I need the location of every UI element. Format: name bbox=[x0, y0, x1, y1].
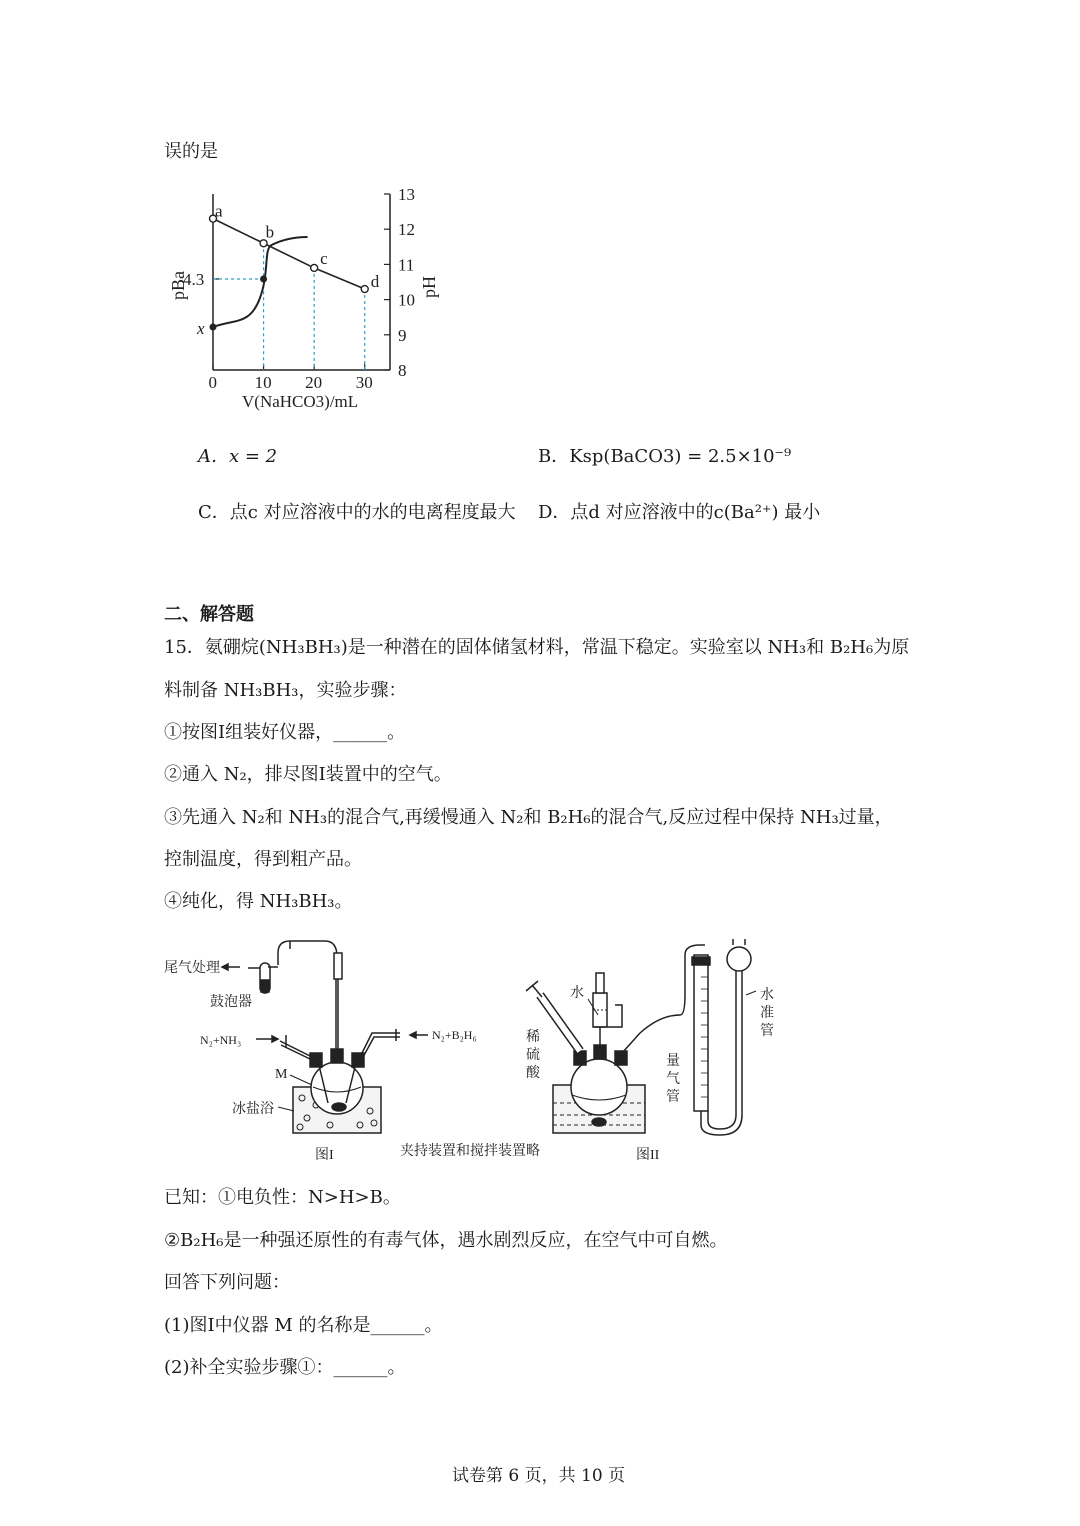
y-left-tick-label: 4.3 bbox=[183, 270, 205, 289]
ph-point-c bbox=[311, 264, 318, 271]
flask-2 bbox=[571, 1059, 627, 1115]
ph-line bbox=[213, 219, 365, 289]
q15-line1: 15．氨硼烷(NH₃BH₃)是一种潜在的固体储氢材料，常温下稳定。实验室以 NH₃和 B₂H₆为原 bbox=[164, 637, 910, 658]
label-n2-nh3: N₂+NH₃ bbox=[200, 1033, 242, 1047]
label-ice-bath: 冰盐浴 bbox=[232, 1102, 274, 1117]
known-line2: ②B₂H₆是一种强还原性的有毒气体，遇水剧烈反应，在空气中可自燃。 bbox=[164, 1230, 728, 1251]
y-right-tick-label: 13 bbox=[398, 185, 415, 204]
y-left-title: pBa bbox=[168, 271, 188, 300]
x-tick-label: 10 bbox=[254, 373, 272, 392]
figure-2 bbox=[526, 939, 756, 1135]
page-footer: 试卷第 6 页，共 10 页 bbox=[452, 1466, 626, 1486]
label-note: 夹持装置和搅拌装置略 bbox=[400, 1144, 540, 1159]
option-a: A．x = 2 bbox=[198, 446, 278, 467]
x-tick-label: 30 bbox=[355, 373, 373, 392]
y-right-tick-label: 8 bbox=[398, 361, 407, 380]
section-title: 二、解答题 bbox=[164, 604, 254, 625]
answer-intro: 回答下列问题： bbox=[164, 1272, 290, 1293]
label-gas-burette-1: 量 bbox=[666, 1054, 680, 1069]
y-right-tick-label: 11 bbox=[398, 255, 415, 275]
sub-question-2: (2)补全实验步骤①：______。 bbox=[164, 1357, 406, 1378]
known-line1: 已知：①电负性：N>H>B。 bbox=[164, 1187, 401, 1208]
option-c: C．点c 对应溶液中的水的电离程度最大 bbox=[198, 502, 516, 523]
label-dilute-acid-1: 稀 bbox=[526, 1030, 540, 1045]
apparatus-figure bbox=[160, 935, 820, 1170]
y-right-tick-label: 10 bbox=[398, 290, 415, 310]
x-axis-title: V(NaHCO3)/mL bbox=[242, 392, 359, 411]
gas-burette bbox=[694, 955, 708, 1111]
label-tail-gas: 尾气处理 bbox=[164, 961, 220, 976]
chart-labels bbox=[168, 185, 439, 411]
pba-point-10 bbox=[260, 276, 267, 283]
pba-point-start bbox=[210, 324, 217, 331]
question-tail: 误的是 bbox=[164, 141, 218, 162]
chart-axes bbox=[213, 194, 390, 370]
q15-step1: ①按图I组装好仪器，______。 bbox=[164, 722, 406, 743]
q15-step4: ④纯化，得 NH₃BH₃。 bbox=[164, 891, 353, 912]
label-n2-b2h6: N₂+B₂H₆ bbox=[432, 1028, 477, 1042]
x-tick-label: 0 bbox=[208, 373, 217, 392]
y-right-tick-label: 12 bbox=[398, 220, 415, 240]
label-leveling-2: 准 bbox=[760, 1006, 774, 1021]
sub-question-1: (1)图I中仪器 M 的名称是______。 bbox=[164, 1315, 443, 1336]
point-label-a: a bbox=[215, 201, 223, 221]
option-b: B．Ksp(BaCO3) = 2.5×10⁻⁹ bbox=[538, 446, 792, 467]
label-water: 水 bbox=[570, 986, 584, 1001]
option-d: D．点d 对应溶液中的c(Ba²⁺) 最小 bbox=[538, 502, 821, 523]
x-tick-label: 20 bbox=[305, 373, 323, 392]
label-fig2: 图II bbox=[636, 1148, 660, 1163]
q15-step3a: ③先通入 N₂和 NH₃的混合气,再缓慢通入 N₂和 B₂H₆的混合气,反应过程中保持 NH₃过量， bbox=[164, 807, 893, 828]
label-gas-burette-2: 气 bbox=[666, 1072, 680, 1087]
point-label-c: c bbox=[320, 248, 328, 268]
label-bubbler: 鼓泡器 bbox=[210, 995, 252, 1010]
chart-points bbox=[210, 215, 369, 330]
pba-ph-chart bbox=[160, 180, 460, 420]
label-leveling-3: 管 bbox=[760, 1024, 774, 1039]
label-dilute-acid-2: 硫 bbox=[526, 1048, 540, 1063]
label-m: M bbox=[275, 1067, 288, 1082]
label-gas-burette-3: 管 bbox=[666, 1090, 680, 1105]
q15-line2: 料制备 NH₃BH₃，实验步骤： bbox=[164, 680, 407, 701]
y-left-x-label: x bbox=[197, 319, 205, 338]
point-label-d: d bbox=[370, 272, 380, 292]
chart-guides bbox=[213, 243, 365, 370]
q15-step2: ②通入 N₂，排尽图I装置中的空气。 bbox=[164, 764, 452, 785]
chart-ticks bbox=[213, 194, 390, 370]
leveling-bulb bbox=[727, 947, 751, 971]
ph-point-d bbox=[361, 286, 368, 293]
label-leveling-1: 水 bbox=[760, 988, 774, 1003]
point-label-b: b bbox=[265, 222, 275, 242]
y-right-title: pH bbox=[419, 276, 439, 298]
q15-step3b: 控制温度，得到粗产品。 bbox=[164, 849, 362, 870]
label-fig1: 图I bbox=[315, 1148, 334, 1163]
y-right-tick-label: 9 bbox=[398, 325, 407, 345]
pba-curve bbox=[213, 237, 308, 327]
label-dilute-acid-3: 酸 bbox=[526, 1066, 540, 1081]
